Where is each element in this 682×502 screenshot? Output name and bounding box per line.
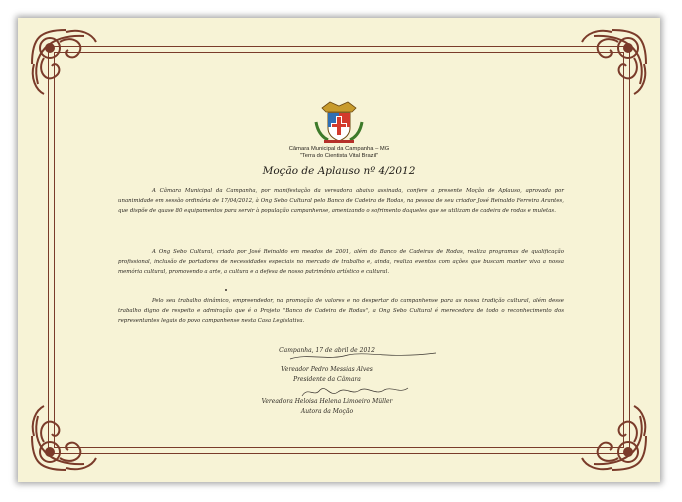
organization-motto: "Terra do Cientista Vital Brazil" xyxy=(299,153,379,159)
paragraph-1: A Câmara Municipal da Campanha, por manifestação da vereadora abaixo assinada, confere a presente Moção de Aplauso, aprovada por unanimidade em sessão ordinária de 17/04/2012, à Ong Sebo Cultural pelo Banco de Cadeira de Rodas, na pessoa de seu criador José Reinaldo Ferreira Arantes, que dispõe de quase 80 equipamentos para servir à população campanhense, amenizando o sofrimento daqueles que se utilizam de cadeira de rodas e muletas. xyxy=(118,188,564,214)
ornament-corner-top-right-icon xyxy=(574,24,652,102)
date-line: Campanha, 17 de abril de 2012 xyxy=(279,347,375,354)
organization-name: Câmara Municipal da Campanha – MG xyxy=(288,146,390,152)
signer-2-name: Vereadora Heloisa Helena Limoeiro Müller xyxy=(261,398,393,405)
signer-2-role: Autora da Moção xyxy=(300,408,354,415)
ornament-corner-top-left-icon xyxy=(26,24,104,102)
document-title: Moção de Aplauso nº 4/2012 xyxy=(262,165,416,177)
signature-scrawl-1-icon xyxy=(288,349,438,365)
paragraph-3: Pelo seu trabalho dinâmico, empreendedor, na promoção de valores e no despertar do campanhense para as nossa tradição cultural, além desse trabalho digno de respeito e admiração que é o Projeto "Banco de Cadeira de Rodas", a Ong Sebo Cultural é merecedora de todo o reconhecimento dos representantes legais do povo campanhense nesta Casa Legislativa. xyxy=(118,298,564,324)
paragraph-2: A Ong Sebo Cultural, criada por José Reinaldo em meados de 2001, além do Banco de Cadeiras de Rodas, realiza programas de qualificação profissional, inclusão de portadores de necessidades especiais no mercado de trabalho e, ainda, realiza eventos com ações que buscam manter viva a nossa memória cultural, promovendo a arte, a cultura e a defesa de nosso patrimônio artístico e cultural. xyxy=(118,249,564,275)
coat-of-arms-icon xyxy=(314,98,364,144)
certificate-document xyxy=(18,18,660,482)
signer-1-name: Vereador Pedro Messias Alves xyxy=(281,366,373,373)
ink-dot xyxy=(225,289,227,291)
signer-1-role: Presidente da Câmara xyxy=(293,376,361,383)
